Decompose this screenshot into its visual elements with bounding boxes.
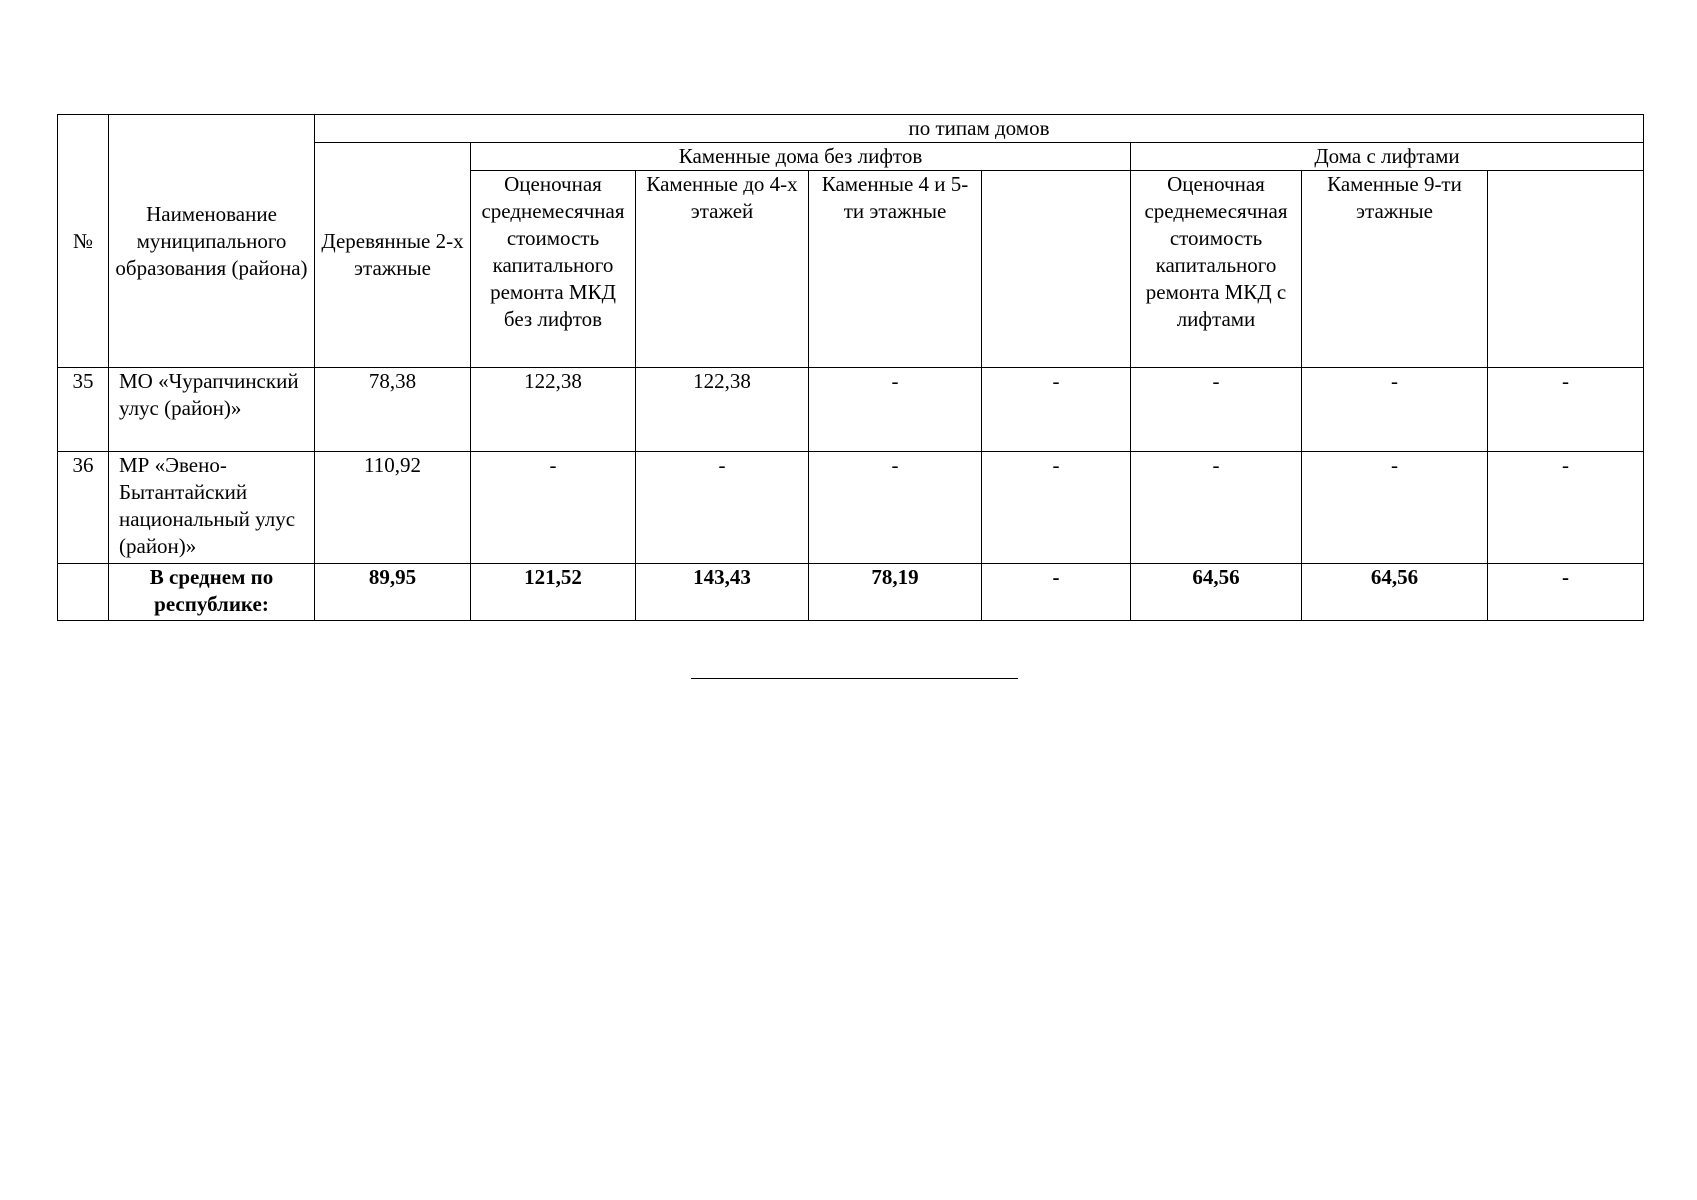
row-num: 35 bbox=[58, 368, 109, 452]
avg-stone-9: 64,56 bbox=[1302, 564, 1488, 621]
row-num: 36 bbox=[58, 452, 109, 564]
avg-wooden: 89,95 bbox=[315, 564, 471, 621]
cell-est-cost-no-lifts: 122,38 bbox=[471, 368, 636, 452]
cell-wooden: 110,92 bbox=[315, 452, 471, 564]
table-row bbox=[58, 452, 1644, 564]
cell-blank-1: - bbox=[982, 452, 1131, 564]
header-num: № bbox=[58, 115, 109, 368]
avg-blank-1: - bbox=[982, 564, 1131, 621]
row-name: МО «Чурапчинский улус (район)» bbox=[109, 368, 315, 452]
avg-stone-up-to-4: 143,43 bbox=[636, 564, 809, 621]
cell-stone-4-5: - bbox=[809, 368, 982, 452]
header-stone-4-5: Каменные 4 и 5-ти этажные bbox=[809, 171, 982, 368]
cell-blank-2: - bbox=[1488, 452, 1644, 564]
table-row bbox=[58, 368, 1644, 452]
cell-stone-up-to-4: 122,38 bbox=[636, 368, 809, 452]
header-blank-2 bbox=[1488, 171, 1644, 368]
cell-stone-9: - bbox=[1302, 452, 1488, 564]
cell-stone-9: - bbox=[1302, 368, 1488, 452]
header-est-cost-no-lifts-text: Оценочная среднемесячная стоимость капитального ремонта МКД без лифтов bbox=[481, 172, 625, 331]
avg-stone-4-5: 78,19 bbox=[809, 564, 982, 621]
header-name: Наименование муниципального образования (района) bbox=[109, 115, 315, 368]
cell-stone-up-to-4: - bbox=[636, 452, 809, 564]
average-row bbox=[58, 564, 1644, 621]
cell-est-cost-lifts: - bbox=[1131, 368, 1302, 452]
row-name: МР «Эвено-Бытантайский национальный улус (район)» bbox=[109, 452, 315, 564]
header-est-cost-lifts-text: Оценочная среднемесячная стоимость капитального ремонта МКД с лифтами bbox=[1144, 172, 1288, 331]
cell-blank-2: - bbox=[1488, 368, 1644, 452]
average-label: В среднем по республике: bbox=[109, 564, 315, 621]
capital-repair-cost-table bbox=[57, 114, 1644, 621]
avg-est-cost-no-lifts: 121,52 bbox=[471, 564, 636, 621]
header-stone-no-lifts-group: Каменные дома без лифтов bbox=[471, 143, 1131, 171]
avg-est-cost-lifts: 64,56 bbox=[1131, 564, 1302, 621]
header-wooden: Деревянные 2-х этажные bbox=[315, 143, 471, 368]
header-stone-up-to-4: Каменные до 4-х этажей bbox=[636, 171, 809, 368]
avg-blank-2: - bbox=[1488, 564, 1644, 621]
header-est-cost-lifts bbox=[1131, 171, 1302, 368]
header-stone-9: Каменные 9-ти этажные bbox=[1302, 171, 1488, 368]
cell-est-cost-no-lifts: - bbox=[471, 452, 636, 564]
cell-blank-1: - bbox=[982, 368, 1131, 452]
header-row-1 bbox=[58, 115, 1644, 143]
header-est-cost-no-lifts bbox=[471, 171, 636, 368]
cell-stone-4-5: - bbox=[809, 452, 982, 564]
end-divider-line bbox=[691, 678, 1018, 679]
cell-est-cost-lifts: - bbox=[1131, 452, 1302, 564]
header-lifts-group: Дома с лифтами bbox=[1131, 143, 1644, 171]
header-blank-1 bbox=[982, 171, 1131, 368]
cell-wooden: 78,38 bbox=[315, 368, 471, 452]
header-by-house-types: по типам домов bbox=[315, 115, 1644, 143]
average-num bbox=[58, 564, 109, 621]
